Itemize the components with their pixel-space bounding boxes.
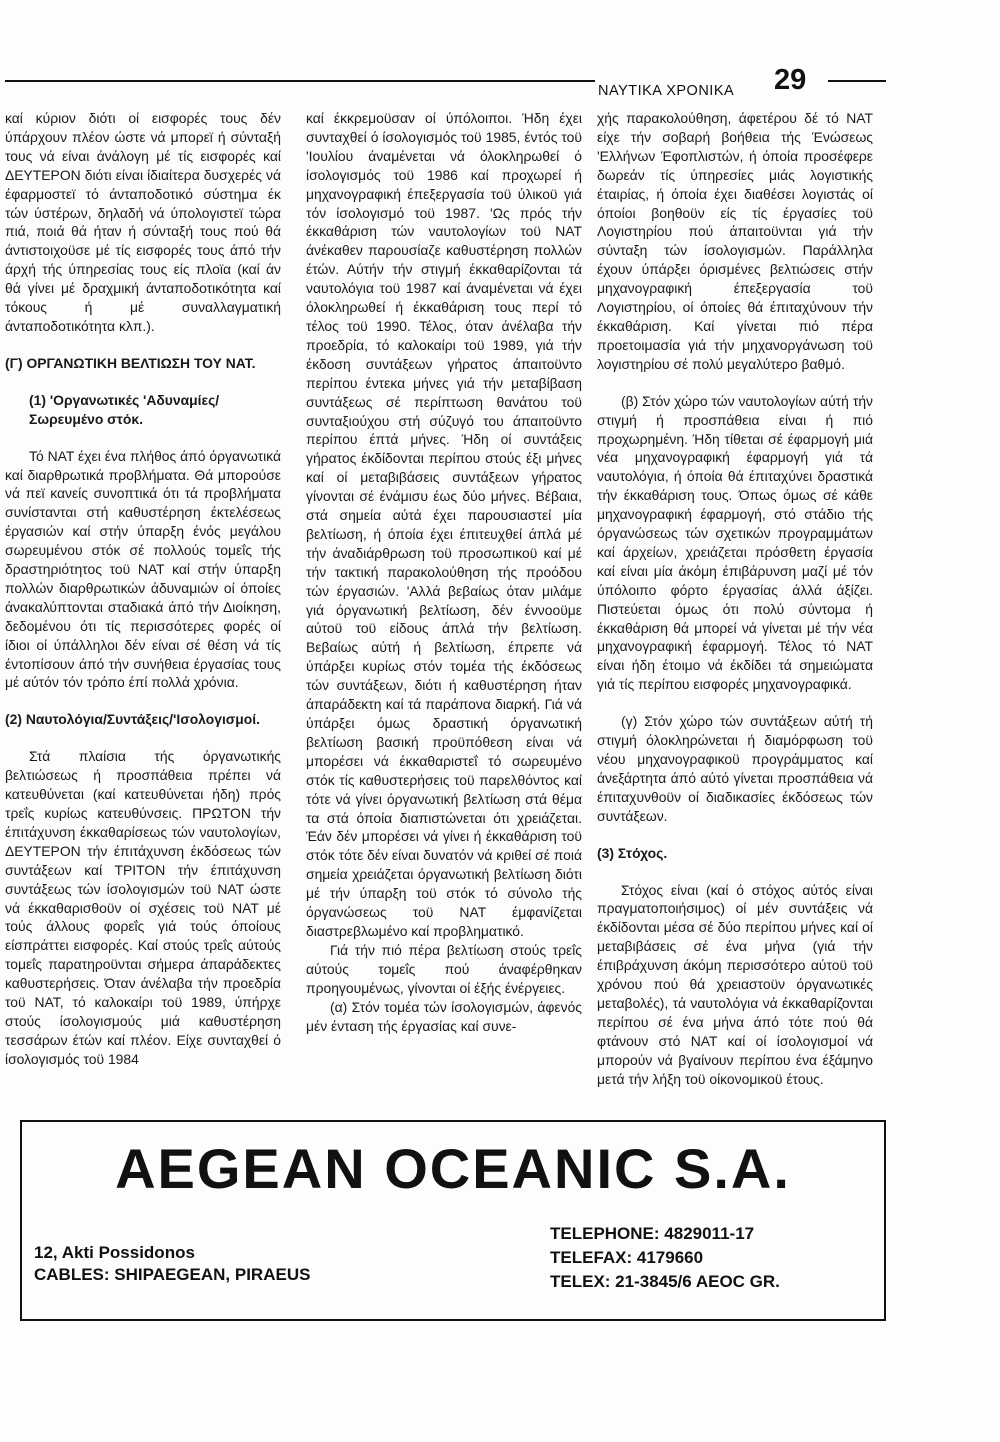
column-2 [306,109,582,1053]
column-3-paragraph-1: χής παρακολούθηση, άφετέρου δέ τό ΝΑΤ είχε τήν σοβαρή βοήθεια τής Ένώσεως 'Ελλήνων Έφοπλιστών, ή όποία προσέφερε δωρεάν τίς ύπηρεσίες μιάς λογιστικής έταιρίας, ή όποία έχει διαθέσει λογιστάς οί όποίοι βοηθοϋν είς τίς έργασίες τοϋ Λογιστηρίου πού άπαιτοϋνται γιά τήν σύνταξη τών ίσολογισμών. Παράλληλα έχουν ύπάρξει όρισμένες βελτιώσεις στήν μηχανογραφική έπεξεργασία τοϋ Λογιστηρίου, οί όποίες θά έπιταχύνουν τήν έκκαθάριση. Καί γίνεται πιό πέρα προετοιμασία γιά τήν μηχανοργάνωση τοϋ λογιστηρίου σέ πολύ μεγαλύτερο βαθμό. [597,110,873,372]
column-2-paragraph-2: Γιά τήν πιό πέρα βελτίωση στούς τρεΐς αύτούς τομεΐς πού άναφέρθηκαν προηγουμένως, γίνονται οί έξής ένέργειες. [306,941,582,996]
telefax-line: TELEFAX: 4179660 [550,1248,704,1267]
address-line: 12, Akti Possidonos [34,1243,195,1262]
header-rule-left [5,80,595,82]
column-1 [5,109,281,1087]
column-1-paragraph-3: Στά πλαίσια τής όργανωτικής βελτιώσεως ή προσπάθεια πρέπει νά κατευθύνεται (καί κατευθύνεται ήδη) πρός τρεΐς κυρίως κατευθύνσεις. ΠΡΩΤΟΝ τήν έπιτάχυνση έκκαθαρίσεως τών ναυτολογίων, ΔΕΥΤΕΡΟΝ τήν έπιτάχυνση έκδόσεως τών συντάξεων καί ΤΡΙΤΟΝ τήν έπιτάχυνση συντάξεως τών ίσολογισμών τοϋ ΝΑΤ ώστε νά έκκαθαρισθοϋν οί σχέσεις τοϋ ΝΑΤ μέ τούς άλλους φορεΐς γιά τούς όποίους είσπράττει εισφορές. Καί στούς τρεΐς αύτούς τομεΐς παρατηροϋνται σήμερα άπαράδεκτες καθυστερήσεις. Όταν άνέλαβα τήν προεδρία τοϋ ΝΑΤ, τό καλοκαίρι τοϋ 1989, ύπήρχε στούς ίσολογισμούς μιά καθυστέρηση τεσσάρων έτών καί πλέον. Είχε συνταχθεί ό ίσολογισμός τοϋ 1984 [5,748,281,1067]
running-head: ΝΑΥΤΙΚΑ ΧΡΟΝΙΚΑ [598,83,735,99]
page-number: 29 [774,64,807,96]
section-heading-g: (Γ) ΟΡΓΑΝΩΤΙΚΗ ΒΕΛΤΙΩΣΗ ΤΟΥ ΝΑΤ. [5,354,256,371]
subheading-crew-lists-pensions: (2) Ναυτολόγια/Συντάξεις/'Ισολογισμοί. [5,711,261,728]
cables-line: CABLES: SHIPAEGEAN, PIRAEUS [34,1265,311,1284]
column-1-paragraph-1: καί κύριον διότι οί εισφορές τους δέν ύπάρχουν πλέον ώστε νά μπορεϊ ή σύνταξή τους νά είναι άνάλογη μέ τίς εισφορές καί ΔΕΥΤΕΡΟΝ διότι είναι ίδιαίτερα δυσχερές νά έφαρμοστεϊ τό άνταποδοτικό σύστημα έκ τών ύστέρων, δηλαδή νά ύπολογιστεϊ τώρα πιά, ποιά θά ήταν ή σύνταξή τους πού θά άντιστοιχοϋσε μέ τίς εισφορές τους άπό τήν άρχή τής ύπηρεσίας τους είς πλοϊα (καί άν θά γίνει μέ δραχμική άνταποδοτικότητα καί τόκους ή μέ συναλλαγματική άνταποδοτικότητα κλπ.). [5,110,281,334]
header-rule-right [828,80,886,82]
subheading-goal: (3) Στόχος. [597,844,668,861]
column-3-paragraph-3: (γ) Στόν χώρο τών συντάξεων αύτή τή στιγμή όλοκληρώνεται ή διαμόρφωση τοϋ νέου μηχανογραφικοϋ προγράμματος καί άνεξάρτητα άπό αύτό γίνεται προσπάθεια νά έπιταχυνθοϋν οί διαδικασίες έκδόσεως τών συντάξεων. [597,713,873,824]
column-3-paragraph-4: Στόχος είναι (καί ό στόχος αύτός είναι πραγματοποιήσιμος) οί μέν συντάξεις νά έκδίδονται μέσα σέ δύο περίπου μήνες καί οί μεταβιβάσεις σέ ένα μήνα (γιά τήν έπιβράχυνση άκόμη περισσότερο αύτοϋ τοϋ χρόνου πού θά χρειαστοϋν όργανωτικές μεταβολές), τά ναυτολόγια νά έκκαθαρίζονται περίπου σέ ένα μήνα άπό τότε πού θά φτάνουν στό ΝΑΤ καί οί ίσολογισμοί νά μπορούν νά βγαίνουν περίπου ένα έξάμηνο μετά τήν λήξη τοϋ οίκονομικοϋ έτους. [597,881,873,1087]
telephone-line: TELEPHONE: 4829011-17 [550,1224,755,1243]
column-2-paragraph-1: καί έκκρεμοϋσαν οί ύπόλοιποι. Ήδη έχει συνταχθεί ό ίσολογισμός τοϋ 1985, έντός τοϋ 'Ιουλίου άναμένεται νά όλοκληρωθεί ό ίσολογισμός τοϋ 1986 καί προχωρεί ή μηχανογραφική έπεξεργασία τοϋ ύλικοϋ γιά τόν ίσολογισμό τοϋ 1987. 'Ως πρός τήν έκκαθάριση τών ναυτολογίων τοϋ ΝΑΤ άνέκαθεν παρουσίαζε καθυστέρηση πολλών έτών. Αύτήν τήν στιγμή έκκαθαρίζονται τά ναυτολόγια τοϋ 1987 καί άναμένεται νά έχει όλοκληρωθεί ή έκκαθάριση τους περί τό τέλος τοϋ 1990. Τέλος, όταν άνέλαβα τήν προεδρία, τό καλοκαίρι τοϋ 1989, γιά τήν έκδοση συντάξεων γήρατος άπαιτοϋντο περίπου έντεκα μήνες γιά τήν μεταβίβαση συντάξεως σέ περίπτωση θανάτου τοϋ συνταξιούχου στή σύζυγό του άπαιτοϋντο περίπου έπτά μήνες. Ήδη οί συντάξεις γήρατος έκδίδονται περίπου στούς έξι μήνες καί οί μεταβιβάσεις συντάξεων γήρατος γίνονται σέ ένάμισυ έως δύο μήνες. Βέβαια, στά σημεία αύτά έχει παρουσιαστεί μία βελτίωση, ή όποία έχει έπιτευχθεί άπλά μέ τήν άναδιάρθρωση τοϋ προσωπικοϋ καί μέ τήν τακτική παρακολούθηση τής προόδου τών έργασιών. 'Αλλά βεβαίως όταν μιλάμε γιά όργανωτική βελτίωση, δέν έννοοϋμε αύτοϋ τοϋ είδους άπλά τήν βελτίωση. Βεβαίως αύτή ή βελτίωση, έπρεπε νά ύπάρξει κυρίως στόν τομέα τής έκδόσεως τών συντάξεων, διότι ή καθυστέρηση ήταν άπαράδεκτη καί τά παράπονα διαρκή. Γιά νά ύπάρξει όμως δραστική όργανωτική βελτίωση βασική προϋπόθεση είναι νά μπορέσει νά έκκαθαριστεΐ τό σωρευμένο στόκ τίς καθυστερήσεις τοϋ παρελθόντος καί τότε νά γίνει όργανωτική βελτίωση στά θέμα τα στά όποία διαπιστώνεται ότι χρειάζεται. Έάν δέν μπορέσει νά γίνει ή έκκαθάριση τοϋ στόκ τότε δέν είναι δυνατόν νά κριθεί σέ ποιά σημεία χρειάζεται όργανωτική βελτίωση διότι μέ τήν ύπαρξη τοϋ στόκ τό σύνολο τής όργανώσεως τοϋ ΝΑΤ έμφανίζεται διαστρεβλωμένο καί προβληματικό. [306,110,582,939]
advertisement-box [20,1120,886,1321]
column-1-paragraph-2: Τό ΝΑΤ έχει ένα πλήθος άπό όργανωτικά καί διαρθρωτικά προβλήματα. Θά μπορούσε νά πεϊ κανείς συνοπτικά ότι τά προβλήματα συνίστανται στή καθυστέρηση έκτελέσεως έργασιών καί στήν ύπαρξη ένός μεγάλου σωρευμένου στόκ σέ πολλούς τομεΐς τής δραστηριότητος τοϋ ΝΑΤ καί στήν ύπαρξη πολλών διαρθρωτικών άδυναμιών οί όποίες άνακαλύπτονται σταδιακά άπό τήν Διοίκηση, δεδομένου ότι τίς περισσότερες φορές οί ίδιοι οί ύπάλληλοι δέν είναι σέ θέση νά τίς έντοπίσουν άπό τήν συνήθεια έργασίας τους μέ αύτόν τόν τρόπο έπί πολλά χρόνια. [5,447,281,691]
subheading-organizational-weaknesses: (1) 'Οργανωτικές 'Αδυναμίες/ Σωρευμένο στόκ. [29,391,220,427]
telex-line: TELEX: 21-3845/6 AEOC GR. [550,1272,780,1291]
column-3 [597,109,873,1107]
column-3-paragraph-2: (β) Στόν χώρο τών ναυτολογίων αύτή τήν στιγμή ή προσπάθεια είναι ή πιό προχωρημένη. Ήδη τίθεται σέ έφαρμογή μιά νέα μηχανογραφική έφαρμογή γιά τά ναυτολόγια, ή όποία θά έπιταχύνει δραστικά τήν έκκαθάριση τους. Όπως όμως σέ κάθε μηχανογραφική έφαρμογή, στό στάδιο τής όργανώσεως τών σχετικών προγραμμάτων καί άρχείων, χρειάζεται πρόσθετη έργασία καί είναι μία άκόμη έπιβάρυνση μαζί μέ τόν ύπόλοιπο φόρτο έργασίας άλλά άξίζει. Πιστεύεται όμως ότι πολύ σύντομα ή έκκαθάριση θά μπορεί νά γίνεται μέ τήν νέα μηχανογραφική έφαρμογή. Τέλος τό ΝΑΤ είναι ήδη έτοιμο νά έκδίδει τά σημειώματα γιά τίς περίπου εισφορές μηχανογραφικά. [597,392,873,693]
advertiser-name: AEGEAN OCEANIC S.A. [115,1137,791,1200]
advertiser-address [34,1242,310,1286]
column-2-paragraph-3: (α) Στόν τομέα τών ίσολογισμών, άφενός μέν ένταση τής έργασίας καί συνε- [306,998,582,1034]
advertiser-contacts [550,1222,780,1294]
